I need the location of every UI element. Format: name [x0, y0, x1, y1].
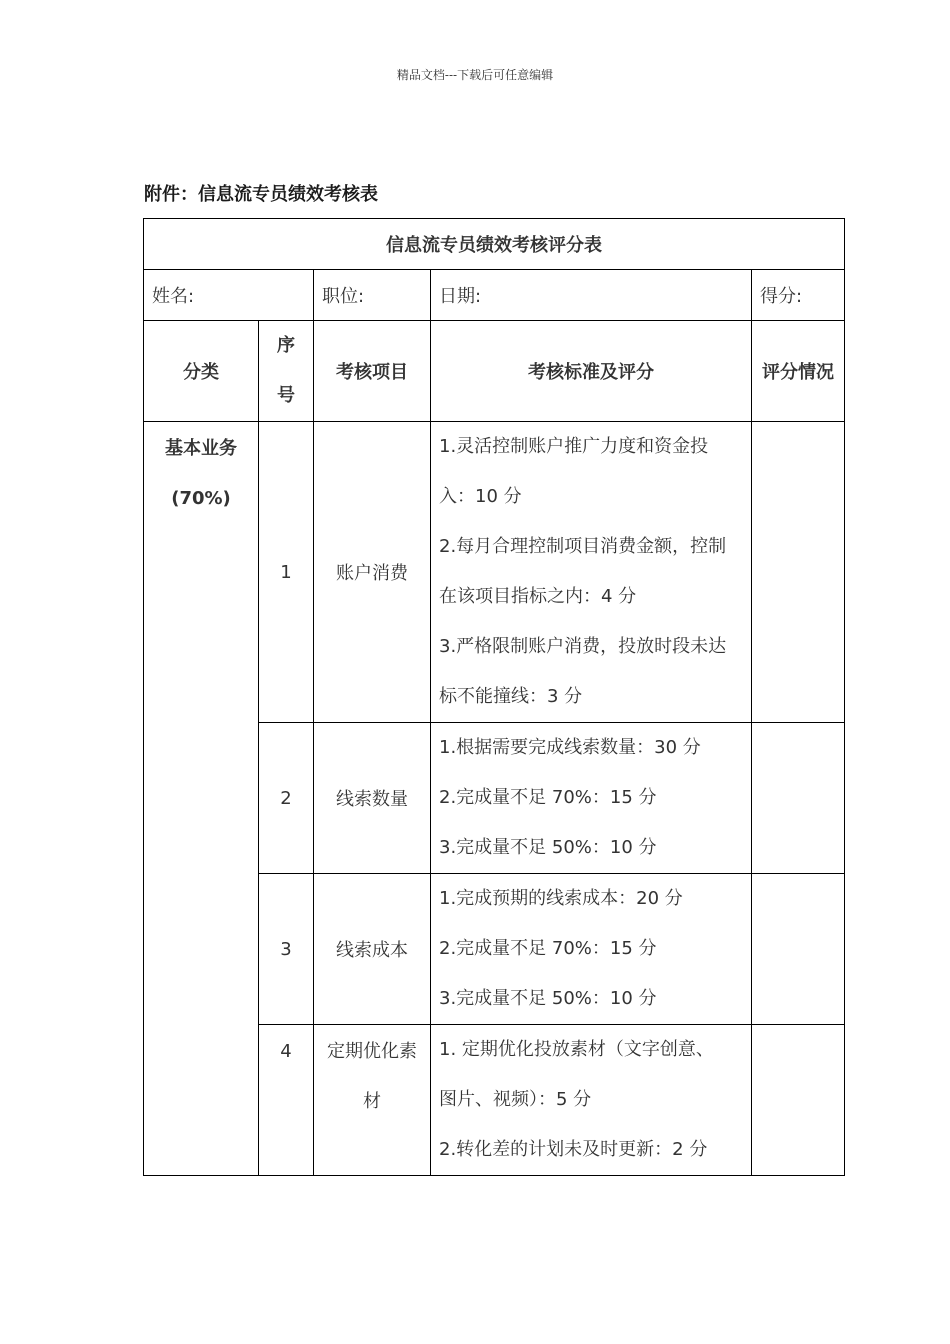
criteria-line: 2.完成量不足 70%：15 分 — [439, 787, 657, 808]
page-header: 精品文档---下载后可任意编辑 — [396, 68, 554, 82]
row-rating-cell[interactable] — [752, 874, 845, 1025]
criteria-line: 1.灵活控制账户推广力度和资金投 — [439, 436, 709, 457]
criteria-line: 2.转化差的计划未及时更新：2 分 — [439, 1139, 708, 1160]
criteria-line: 3.严格限制账户消费，投放时段未达 — [439, 636, 727, 657]
name-field: 姓名: — [144, 270, 314, 321]
criteria-line: 3.完成量不足 50%：10 分 — [439, 837, 657, 858]
col-header-category: 分类 — [144, 321, 259, 422]
row-item-line1: 定期优化素 — [327, 1041, 417, 1062]
position-field: 职位: — [314, 270, 431, 321]
criteria-line: 在该项目指标之内：4 分 — [439, 586, 637, 607]
row-criteria — [431, 422, 752, 723]
criteria-line: 1.根据需要完成线索数量：30 分 — [439, 737, 701, 758]
col-header-seq-line2: 号 — [277, 385, 295, 406]
criteria-line: 2.每月合理控制项目消费金额，控制 — [439, 536, 727, 557]
category-weight: (70%) — [171, 488, 231, 509]
score-field: 得分: — [752, 270, 845, 321]
table-title: 信息流专员绩效考核评分表 — [144, 219, 845, 270]
attachment-title: 附件：信息流专员绩效考核表 — [144, 184, 378, 205]
row-seq: 4 — [259, 1025, 314, 1176]
criteria-line: 2.完成量不足 70%：15 分 — [439, 938, 657, 959]
row-item-line2: 材 — [363, 1091, 381, 1112]
criteria-line: 标不能撞线：3 分 — [439, 686, 583, 707]
row-item: 线索成本 — [314, 874, 431, 1025]
criteria-line: 图片、视频）：5 分 — [439, 1089, 592, 1110]
col-header-criteria: 考核标准及评分 — [431, 321, 752, 422]
row-rating-cell[interactable] — [752, 723, 845, 874]
category-cell — [144, 422, 259, 1176]
criteria-line: 1. 定期优化投放素材（文字创意、 — [439, 1039, 714, 1060]
row-rating-cell[interactable] — [752, 1025, 845, 1176]
col-header-rating: 评分情况 — [752, 321, 845, 422]
row-item: 线索数量 — [314, 723, 431, 874]
row-rating-cell[interactable] — [752, 422, 845, 723]
criteria-line: 1.完成预期的线索成本：20 分 — [439, 888, 683, 909]
date-field: 日期: — [431, 270, 752, 321]
row-seq: 2 — [259, 723, 314, 874]
row-seq: 1 — [259, 422, 314, 723]
row-item — [314, 1025, 431, 1176]
col-header-seq-line1: 序 — [277, 335, 295, 356]
row-seq: 3 — [259, 874, 314, 1025]
row-criteria — [431, 723, 752, 874]
criteria-line: 3.完成量不足 50%：10 分 — [439, 988, 657, 1009]
criteria-line: 入：10 分 — [439, 486, 522, 507]
row-item: 账户消费 — [314, 422, 431, 723]
row-criteria — [431, 874, 752, 1025]
table-row — [144, 422, 845, 723]
row-criteria — [431, 1025, 752, 1176]
category-name: 基本业务 — [165, 438, 237, 459]
assessment-table — [143, 218, 845, 1176]
col-header-item: 考核项目 — [314, 321, 431, 422]
col-header-seq — [259, 321, 314, 422]
